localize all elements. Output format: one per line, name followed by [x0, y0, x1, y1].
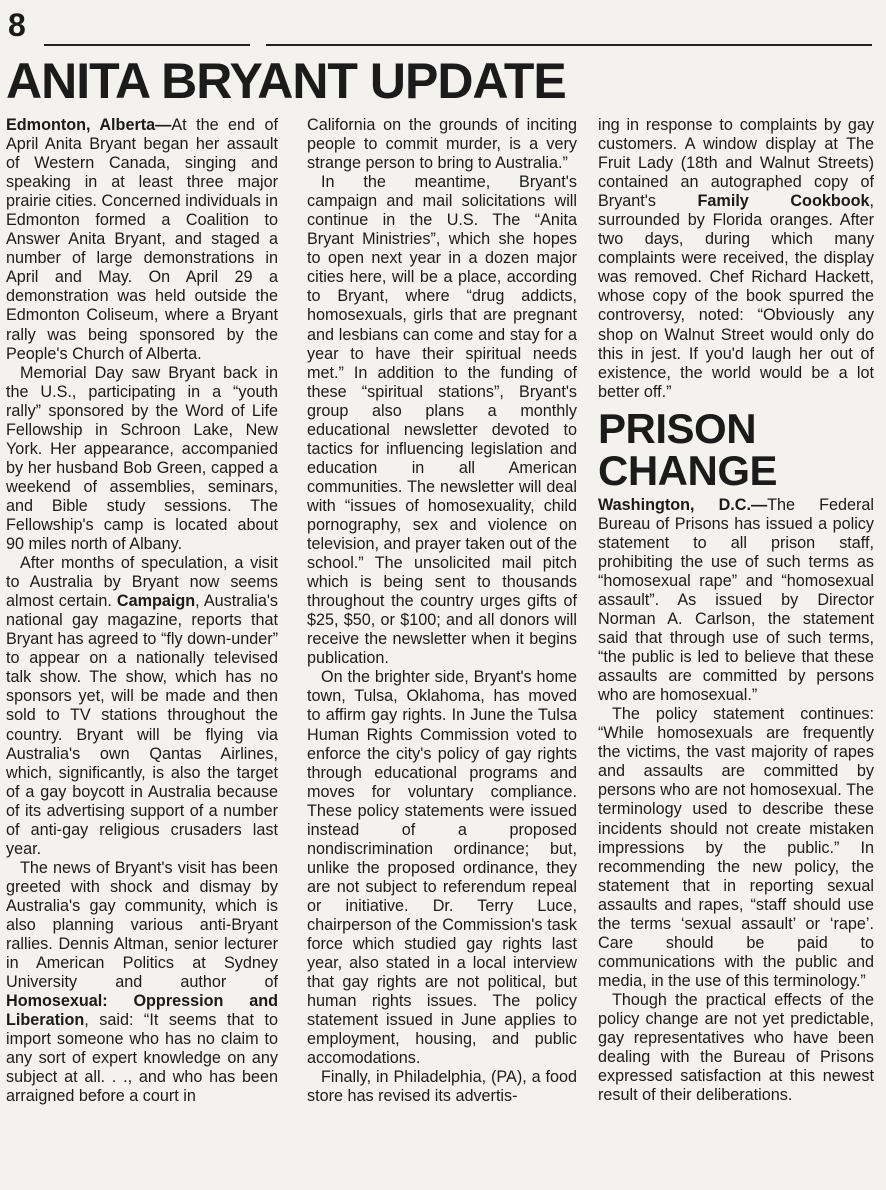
prison-change-headline: [598, 404, 874, 494]
page-number: 8: [8, 7, 26, 43]
article-headline: ANITA BRYANT UPDATE: [6, 53, 566, 109]
paragraph-text: , surrounded by Florida oranges. After two days, during which many complaints were received, the display was removed. Chef Richard Hackett, whose copy of the book spurred the controversy, noted: “Obviously any shop on Walnut Street would only do this in jest. If you'd laugh her out of existence, the world would be a lot better off.”: [598, 192, 875, 401]
book-title: Homosexual: Oppression and Liberation: [6, 992, 278, 1030]
header-rule-right: [266, 44, 872, 46]
paragraph: [598, 496, 874, 706]
paragraph-text: The news of Bryant's visit has been greeted with shock and dismay by Australia's gay community, which is also planning various anti-Bryant rallies. Dennis Altman, senior lecturer in American Politics at Sydney University and author of: [6, 858, 278, 992]
paragraph: [6, 859, 278, 1107]
paragraph: [6, 116, 278, 364]
paragraph-text: At the end of April Anita Bryant began her assault of Western Canada, singing and speaking in at least three major prairie cities. Concerned individuals in Edmonton formed a Coalition to Answer Anita Bryant, and staged a number of large demonstrations in April and May. On April 29 a demonstration was held outside the Edmonton Coliseum, where a Bryant rally was being sponsored by the People's Church of Alberta.: [6, 116, 278, 363]
paragraph: [6, 554, 278, 859]
book-title: Family Cookbook: [697, 192, 870, 211]
paragraph-text: , Australia's national gay magazine, reports that Bryant has agreed to “fly down-under” to appear on a nationally televised talk show. The show, which has no sponsors yet, will be made and then sold to TV stations throughout the country. Bryant will be flying via Australia's own Qantas Airlines, which, significantly, is also the target of a gay boycott in Australia because of its advertising support of a number of anti-gay religious crusaders last year.: [6, 592, 279, 858]
paragraph: The policy statement continues: “While homosexuals are frequently the victims, the vast majority of rapes and assaults are committed by persons who are not homosexual. The terminology used to describe these incidents should not create mistaken impressions by the public.” In recommending the new policy, the statement that in reporting sexual assaults and rapes, “staff should use the terms ‘sexual assault’ or ‘rape’. Care should be paid to communications with the public and media, in the use of this terminology.”: [598, 705, 874, 990]
paragraph-text: After months of speculation, a visit to Australia by Bryant now seems almost certain.: [6, 554, 278, 611]
paragraph: Finally, in Philadelphia, (PA), a food store has revised its advertis-: [307, 1068, 577, 1106]
dateline: Edmonton, Alberta—: [6, 116, 172, 134]
article-column-2: [307, 116, 577, 1106]
article-column-1: [6, 116, 278, 1106]
paragraph: [598, 116, 874, 402]
paragraph: California on the grounds of inciting people to commit murder, is a very strange person to bring to Australia.”: [307, 116, 577, 173]
paragraph: In the meantime, Bryant's campaign and mail solicitations will continue in the U.S. The “Anita Bryant Ministries”, which she hopes to open next year in a dozen major cities here, will be a place, according to Bryant, where “drug addicts, homosexuals, girls that are pregnant and lesbians can come and stay for a year to have their spiritual needs met.” In addition to the funding of these “spiritual stations”, Bryant's group also plans a monthly educational newsletter devoted to tactics for influencing legislation and education in all American communities. The newsletter will deal with “issues of homosexuality, child pornography, sex and violence on television, and prayer taken out of the school.” The unsolicited mail pitch which is being sent to thousands throughout the country urges gifts of $25, $50, or $100; and all donors will receive the newsletter when it begins publication.: [307, 173, 577, 668]
headline-line: PRISON: [598, 404, 757, 452]
paragraph-text: The Federal Bureau of Prisons has issued a policy statement to all prison staff, prohibiting the use of such terms as “homosexual rape” and “homosexual assault”. As issued by Director Norman A. Carlson, the statement said that through use of such terms, “the public is led to believe that these assaults are committed by persons who are homosexual.”: [598, 495, 874, 705]
article-column-3: [598, 116, 874, 1105]
dateline: Washington, D.C.—: [598, 495, 768, 514]
header-rule-left: [44, 44, 250, 46]
paragraph: On the brighter side, Bryant's home town, Tulsa, Oklahoma, has moved to affirm gay rights. In June the Tulsa Human Rights Commission voted to enforce the city's policy of gay rights through educational programs and moves for voluntary compliance. These policy statements were issued instead of a proposed nondiscrimination ordinance; but, unlike the proposed ordinance, they are not subject to referendum repeal or initiative. Dr. Terry Luce, chairperson of the Commission's task force which studied gay rights last year, also stated in a local interview that gay rights are not political, but human rights issues. The policy statement issued in June applies to employment, housing, and public accomodations.: [307, 668, 577, 1068]
paragraph: Though the practical effects of the policy change are not yet predictable, gay representatives who have been dealing with the Bureau of Prisons expressed satisfaction at this newest result of their deliberations.: [598, 990, 874, 1105]
paragraph-text: ing in response to complaints by gay customers. A window display at The Fruit Lady (18th and Walnut Streets) contained an autographed copy of Bryant's: [598, 116, 874, 211]
paragraph-text: , said: “It seems that to import someone who has no claim to any sort of expert knowledge on any subject at all. . ., and who has been arraigned before a court in: [6, 1011, 278, 1106]
paragraph: Memorial Day saw Bryant back in the U.S., participating in a “youth rally” sponsored by the Word of Life Fellowship in Schroon Lake, New York. Her appearance, accompanied by her husband Bob Green, capped a weekend of assemblies, seminars, and Bible study sessions. The Fellowship's camp is located about 90 miles north of Albany.: [6, 363, 278, 554]
publication-title: Campaign: [116, 592, 196, 611]
headline-line: CHANGE: [598, 446, 778, 494]
